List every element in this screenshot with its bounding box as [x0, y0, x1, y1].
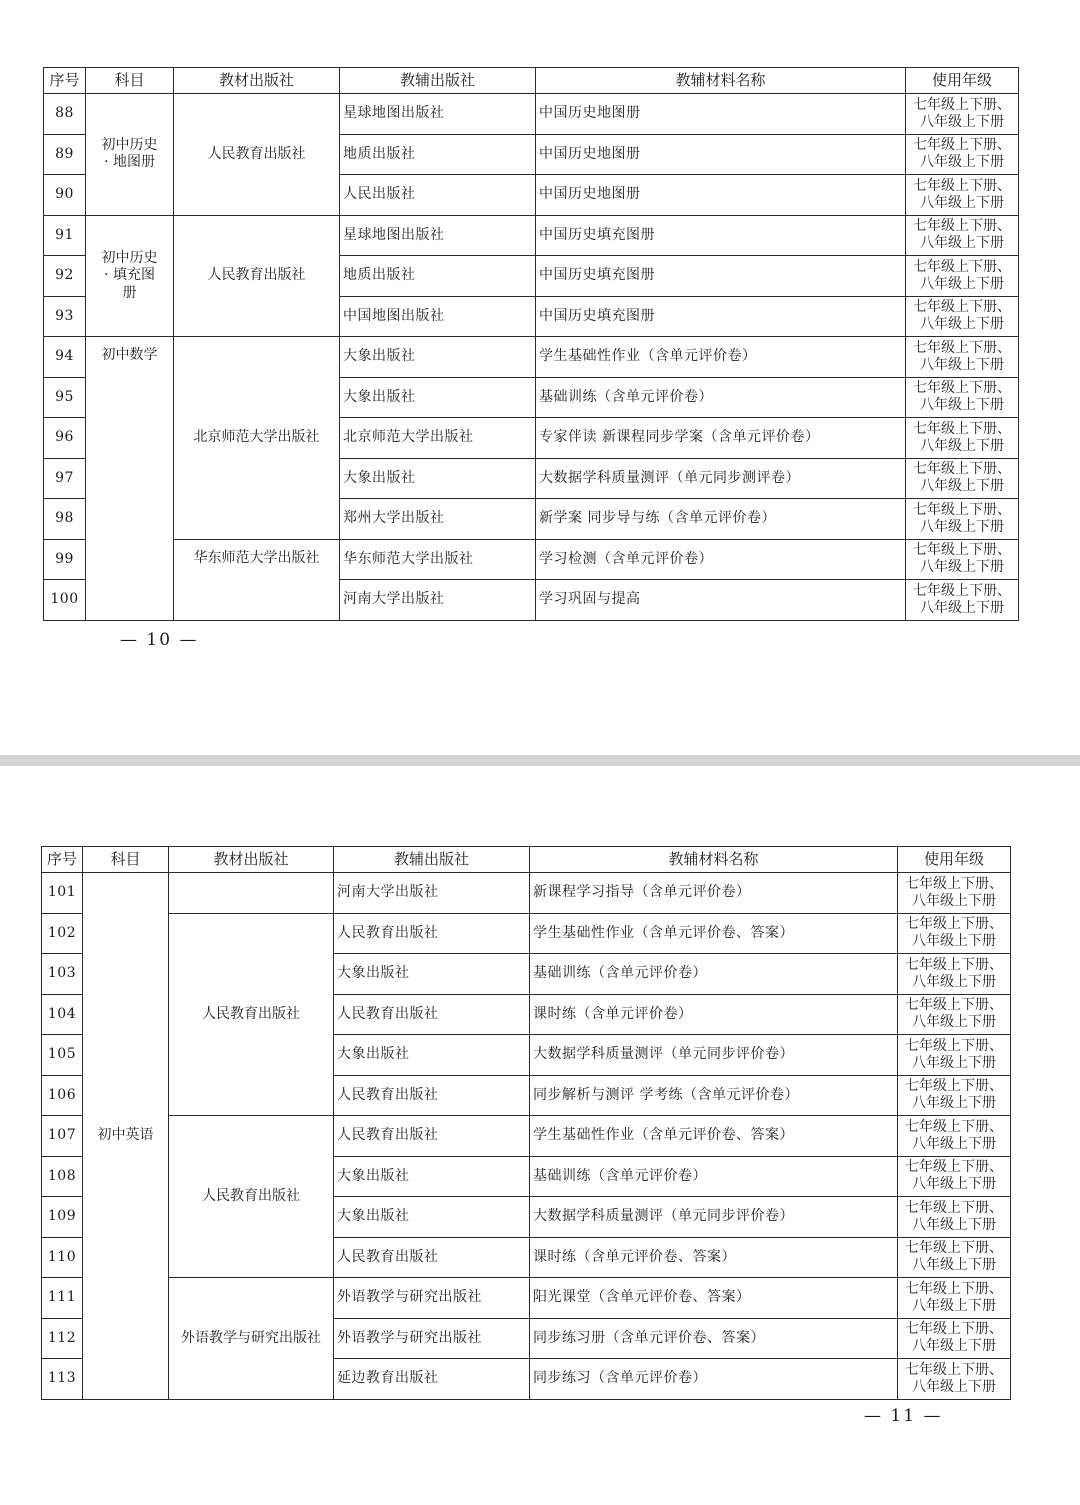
- textbook-publisher-cell: 人民教育出版社: [174, 94, 340, 216]
- grade-line-2: 八年级上下册: [912, 1216, 996, 1233]
- row-number: 112: [42, 1318, 83, 1359]
- grade-line-1: 七年级上下册、: [905, 1078, 1003, 1095]
- aux-publisher-cell: 人民教育出版社: [334, 994, 530, 1035]
- row-number: 90: [44, 175, 86, 216]
- row-number: 102: [42, 913, 83, 954]
- row-number: 110: [42, 1237, 83, 1278]
- grade-cell: [906, 134, 1019, 175]
- header-textbook-publisher: 教材出版社: [174, 68, 340, 94]
- aux-publisher-cell: 大象出版社: [334, 1197, 530, 1238]
- material-name-cell: 学生基础性作业（含单元评价卷、答案）: [530, 913, 898, 954]
- grade-line-1: 七年级上下册、: [905, 1159, 1003, 1176]
- aux-publisher-cell: 人民教育出版社: [334, 1237, 530, 1278]
- textbook-publisher-cell-empty: [169, 873, 334, 914]
- material-name-cell: 课时练（含单元评价卷、答案）: [530, 1237, 898, 1278]
- grade-line-2: 八年级上下册: [912, 1338, 996, 1355]
- grade-cell: [906, 215, 1019, 256]
- row-number: 91: [44, 215, 86, 256]
- grade-line-2: 八年级上下册: [920, 437, 1004, 454]
- row-number: 96: [44, 418, 86, 459]
- header-textbook-publisher: 教材出版社: [169, 847, 334, 873]
- grade-line-1: 七年级上下册、: [913, 582, 1011, 599]
- grade-line-1: 七年级上下册、: [905, 1361, 1003, 1378]
- grade-cell: [898, 1116, 1011, 1157]
- aux-publisher-cell: 人民出版社: [340, 175, 536, 216]
- material-name-cell: 学生基础性作业（含单元评价卷、答案）: [530, 1116, 898, 1157]
- row-number: 93: [44, 296, 86, 337]
- row-number: 92: [44, 256, 86, 297]
- row-number: 89: [44, 134, 86, 175]
- grade-line-2: 八年级上下册: [912, 1014, 996, 1031]
- grade-line-1: 七年级上下册、: [905, 1037, 1003, 1054]
- grade-cell: [906, 175, 1019, 216]
- material-name-cell: 基础训练（含单元评价卷）: [536, 377, 906, 418]
- grade-cell: [898, 873, 1011, 914]
- grade-line-1: 七年级上下册、: [905, 1118, 1003, 1135]
- grade-line-2: 八年级上下册: [920, 518, 1004, 535]
- grade-cell: [898, 1197, 1011, 1238]
- grade-cell: [906, 458, 1019, 499]
- row-number: 113: [42, 1359, 83, 1400]
- grade-cell: [898, 1156, 1011, 1197]
- grade-line-2: 八年级上下册: [920, 559, 1004, 576]
- row-number: 98: [44, 499, 86, 540]
- grade-cell: [898, 1278, 1011, 1319]
- material-name-cell: 学习巩固与提高: [536, 580, 906, 621]
- aux-publisher-cell: 大象出版社: [340, 337, 536, 378]
- grade-cell: [906, 377, 1019, 418]
- grade-line-1: 七年级上下册、: [913, 501, 1011, 518]
- row-number: 107: [42, 1116, 83, 1157]
- grade-cell: [898, 954, 1011, 995]
- material-name-cell: 同步练习（含单元评价卷）: [530, 1359, 898, 1400]
- header-aux-publisher: 教辅出版社: [340, 68, 536, 94]
- aux-publisher-cell: 大象出版社: [340, 377, 536, 418]
- table-header-row: [42, 847, 1011, 873]
- grade-line-2: 八年级上下册: [912, 933, 996, 950]
- subject-cell: 初中数学: [86, 337, 174, 621]
- row-number: 101: [42, 873, 83, 914]
- material-name-cell: 专家伴读 新课程同步学案（含单元评价卷）: [536, 418, 906, 459]
- page-separator: [0, 755, 1080, 766]
- grade-line-2: 八年级上下册: [920, 478, 1004, 495]
- grade-line-2: 八年级上下册: [912, 1095, 996, 1112]
- aux-publisher-cell: 人民教育出版社: [334, 913, 530, 954]
- material-name-cell: 新学案 同步导与练（含单元评价卷）: [536, 499, 906, 540]
- table-row: [42, 873, 1011, 914]
- subject-cell: 初中英语: [83, 873, 169, 1400]
- materials-table-page-11: [41, 846, 1011, 1400]
- grade-line-1: 七年级上下册、: [913, 461, 1011, 478]
- aux-publisher-cell: 延边教育出版社: [334, 1359, 530, 1400]
- grade-line-2: 八年级上下册: [920, 316, 1004, 333]
- grade-cell: [906, 418, 1019, 459]
- grade-line-2: 八年级上下册: [912, 892, 996, 909]
- table-row: [42, 1278, 1011, 1319]
- materials-table-page-10: [43, 67, 1019, 621]
- aux-publisher-cell: 人民教育出版社: [334, 1116, 530, 1157]
- textbook-publisher-cell: 华东师范大学出版社: [174, 539, 340, 620]
- grade-line-2: 八年级上下册: [912, 1297, 996, 1314]
- textbook-publisher-cell: 外语教学与研究出版社: [169, 1278, 334, 1400]
- aux-publisher-cell: 大象出版社: [334, 1035, 530, 1076]
- subject-cell: 初中历史 · 地图册: [86, 94, 174, 216]
- grade-line-2: 八年级上下册: [912, 1054, 996, 1071]
- header-grade: 使用年级: [906, 68, 1019, 94]
- grade-line-2: 八年级上下册: [920, 235, 1004, 252]
- table-row: [44, 539, 1019, 580]
- header-aux-publisher: 教辅出版社: [334, 847, 530, 873]
- aux-publisher-cell: 外语教学与研究出版社: [334, 1278, 530, 1319]
- material-name-cell: 中国历史填充图册: [536, 296, 906, 337]
- table-row: [42, 913, 1011, 954]
- header-seq: 序号: [42, 847, 83, 873]
- grade-cell: [898, 1035, 1011, 1076]
- grade-line-1: 七年级上下册、: [905, 956, 1003, 973]
- grade-line-1: 七年级上下册、: [913, 177, 1011, 194]
- grade-line-1: 七年级上下册、: [905, 916, 1003, 933]
- grade-cell: [906, 499, 1019, 540]
- row-number: 97: [44, 458, 86, 499]
- row-number: 88: [44, 94, 86, 135]
- material-name-cell: 基础训练（含单元评价卷）: [530, 1156, 898, 1197]
- grade-line-1: 七年级上下册、: [913, 96, 1011, 113]
- aux-publisher-cell: 大象出版社: [340, 458, 536, 499]
- grade-line-1: 七年级上下册、: [913, 339, 1011, 356]
- material-name-cell: 学习检测（含单元评价卷）: [536, 539, 906, 580]
- material-name-cell: 学生基础性作业（含单元评价卷）: [536, 337, 906, 378]
- grade-cell: [906, 337, 1019, 378]
- table-header-row: [44, 68, 1019, 94]
- aux-publisher-cell: 河南大学出版社: [334, 873, 530, 914]
- grade-line-2: 八年级上下册: [912, 1176, 996, 1193]
- material-name-cell: 中国历史填充图册: [536, 215, 906, 256]
- material-name-cell: 大数据学科质量测评（单元同步测评卷）: [536, 458, 906, 499]
- grade-line-2: 八年级上下册: [920, 113, 1004, 130]
- grade-line-1: 七年级上下册、: [905, 875, 1003, 892]
- grade-line-2: 八年级上下册: [920, 599, 1004, 616]
- textbook-publisher-cell: 北京师范大学出版社: [174, 337, 340, 540]
- aux-publisher-cell: 华东师范大学出版社: [340, 539, 536, 580]
- aux-publisher-cell: 河南大学出版社: [340, 580, 536, 621]
- page-number: — 11 —: [864, 1406, 943, 1426]
- material-name-cell: 中国历史填充图册: [536, 256, 906, 297]
- grade-cell: [898, 1318, 1011, 1359]
- row-number: 94: [44, 337, 86, 378]
- row-number: 103: [42, 954, 83, 995]
- aux-publisher-cell: 中国地图出版社: [340, 296, 536, 337]
- row-number: 111: [42, 1278, 83, 1319]
- grade-line-1: 七年级上下册、: [905, 1240, 1003, 1257]
- page-number: — 10 —: [120, 630, 199, 650]
- material-name-cell: 大数据学科质量测评（单元同步评价卷）: [530, 1197, 898, 1238]
- grade-cell: [906, 296, 1019, 337]
- grade-line-1: 七年级上下册、: [913, 380, 1011, 397]
- row-number: 95: [44, 377, 86, 418]
- grade-cell: [898, 994, 1011, 1035]
- aux-publisher-cell: 地质出版社: [340, 134, 536, 175]
- grade-cell: [898, 1237, 1011, 1278]
- grade-line-1: 七年级上下册、: [905, 1321, 1003, 1338]
- grade-cell: [906, 539, 1019, 580]
- aux-publisher-cell: 地质出版社: [340, 256, 536, 297]
- grade-cell: [898, 1075, 1011, 1116]
- row-number: 99: [44, 539, 86, 580]
- grade-line-1: 七年级上下册、: [905, 1280, 1003, 1297]
- grade-line-2: 八年级上下册: [920, 397, 1004, 414]
- grade-line-1: 七年级上下册、: [913, 258, 1011, 275]
- grade-line-2: 八年级上下册: [912, 1378, 996, 1395]
- header-material-name: 教辅材料名称: [530, 847, 898, 873]
- row-number: 105: [42, 1035, 83, 1076]
- header-seq: 序号: [44, 68, 86, 94]
- grade-line-2: 八年级上下册: [920, 154, 1004, 171]
- aux-publisher-cell: 北京师范大学出版社: [340, 418, 536, 459]
- grade-cell: [906, 580, 1019, 621]
- material-name-cell: 同步练习册（含单元评价卷、答案）: [530, 1318, 898, 1359]
- material-name-cell: 新课程学习指导（含单元评价卷）: [530, 873, 898, 914]
- aux-publisher-cell: 大象出版社: [334, 954, 530, 995]
- textbook-publisher-cell: 人民教育出版社: [174, 215, 340, 337]
- grade-line-1: 七年级上下册、: [913, 137, 1011, 154]
- row-number: 106: [42, 1075, 83, 1116]
- aux-publisher-cell: 人民教育出版社: [334, 1075, 530, 1116]
- grade-cell: [906, 256, 1019, 297]
- grade-line-2: 八年级上下册: [912, 973, 996, 990]
- material-name-cell: 课时练（含单元评价卷）: [530, 994, 898, 1035]
- document-page-11: [0, 766, 1080, 1505]
- table-row: [44, 94, 1019, 135]
- row-number: 100: [44, 580, 86, 621]
- material-name-cell: 中国历史地图册: [536, 175, 906, 216]
- grade-line-1: 七年级上下册、: [913, 299, 1011, 316]
- row-number: 104: [42, 994, 83, 1035]
- grade-line-2: 八年级上下册: [912, 1257, 996, 1274]
- textbook-publisher-cell: 人民教育出版社: [169, 1116, 334, 1278]
- subject-cell: 初中历史 · 填充图册: [86, 215, 174, 337]
- material-name-cell: 基础训练（含单元评价卷）: [530, 954, 898, 995]
- aux-publisher-cell: 星球地图出版社: [340, 215, 536, 256]
- header-subject: 科目: [86, 68, 174, 94]
- table-row: [44, 215, 1019, 256]
- header-material-name: 教辅材料名称: [536, 68, 906, 94]
- grade-line-1: 七年级上下册、: [913, 218, 1011, 235]
- table-row: [42, 1116, 1011, 1157]
- grade-cell: [906, 94, 1019, 135]
- grade-line-2: 八年级上下册: [920, 356, 1004, 373]
- table-row: [44, 337, 1019, 378]
- grade-line-1: 七年级上下册、: [913, 420, 1011, 437]
- grade-cell: [898, 1359, 1011, 1400]
- textbook-publisher-cell: 人民教育出版社: [169, 913, 334, 1116]
- row-number: 108: [42, 1156, 83, 1197]
- aux-publisher-cell: 大象出版社: [334, 1156, 530, 1197]
- grade-line-1: 七年级上下册、: [905, 997, 1003, 1014]
- aux-publisher-cell: 外语教学与研究出版社: [334, 1318, 530, 1359]
- header-grade: 使用年级: [898, 847, 1011, 873]
- aux-publisher-cell: 星球地图出版社: [340, 94, 536, 135]
- material-name-cell: 大数据学科质量测评（单元同步评价卷）: [530, 1035, 898, 1076]
- material-name-cell: 中国历史地图册: [536, 134, 906, 175]
- grade-line-2: 八年级上下册: [912, 1135, 996, 1152]
- material-name-cell: 中国历史地图册: [536, 94, 906, 135]
- aux-publisher-cell: 郑州大学出版社: [340, 499, 536, 540]
- material-name-cell: 同步解析与测评 学考练（含单元评价卷）: [530, 1075, 898, 1116]
- grade-line-2: 八年级上下册: [920, 194, 1004, 211]
- material-name-cell: 阳光课堂（含单元评价卷、答案）: [530, 1278, 898, 1319]
- grade-line-2: 八年级上下册: [920, 275, 1004, 292]
- grade-line-1: 七年级上下册、: [913, 542, 1011, 559]
- grade-cell: [898, 913, 1011, 954]
- header-subject: 科目: [83, 847, 169, 873]
- grade-line-1: 七年级上下册、: [905, 1199, 1003, 1216]
- row-number: 109: [42, 1197, 83, 1238]
